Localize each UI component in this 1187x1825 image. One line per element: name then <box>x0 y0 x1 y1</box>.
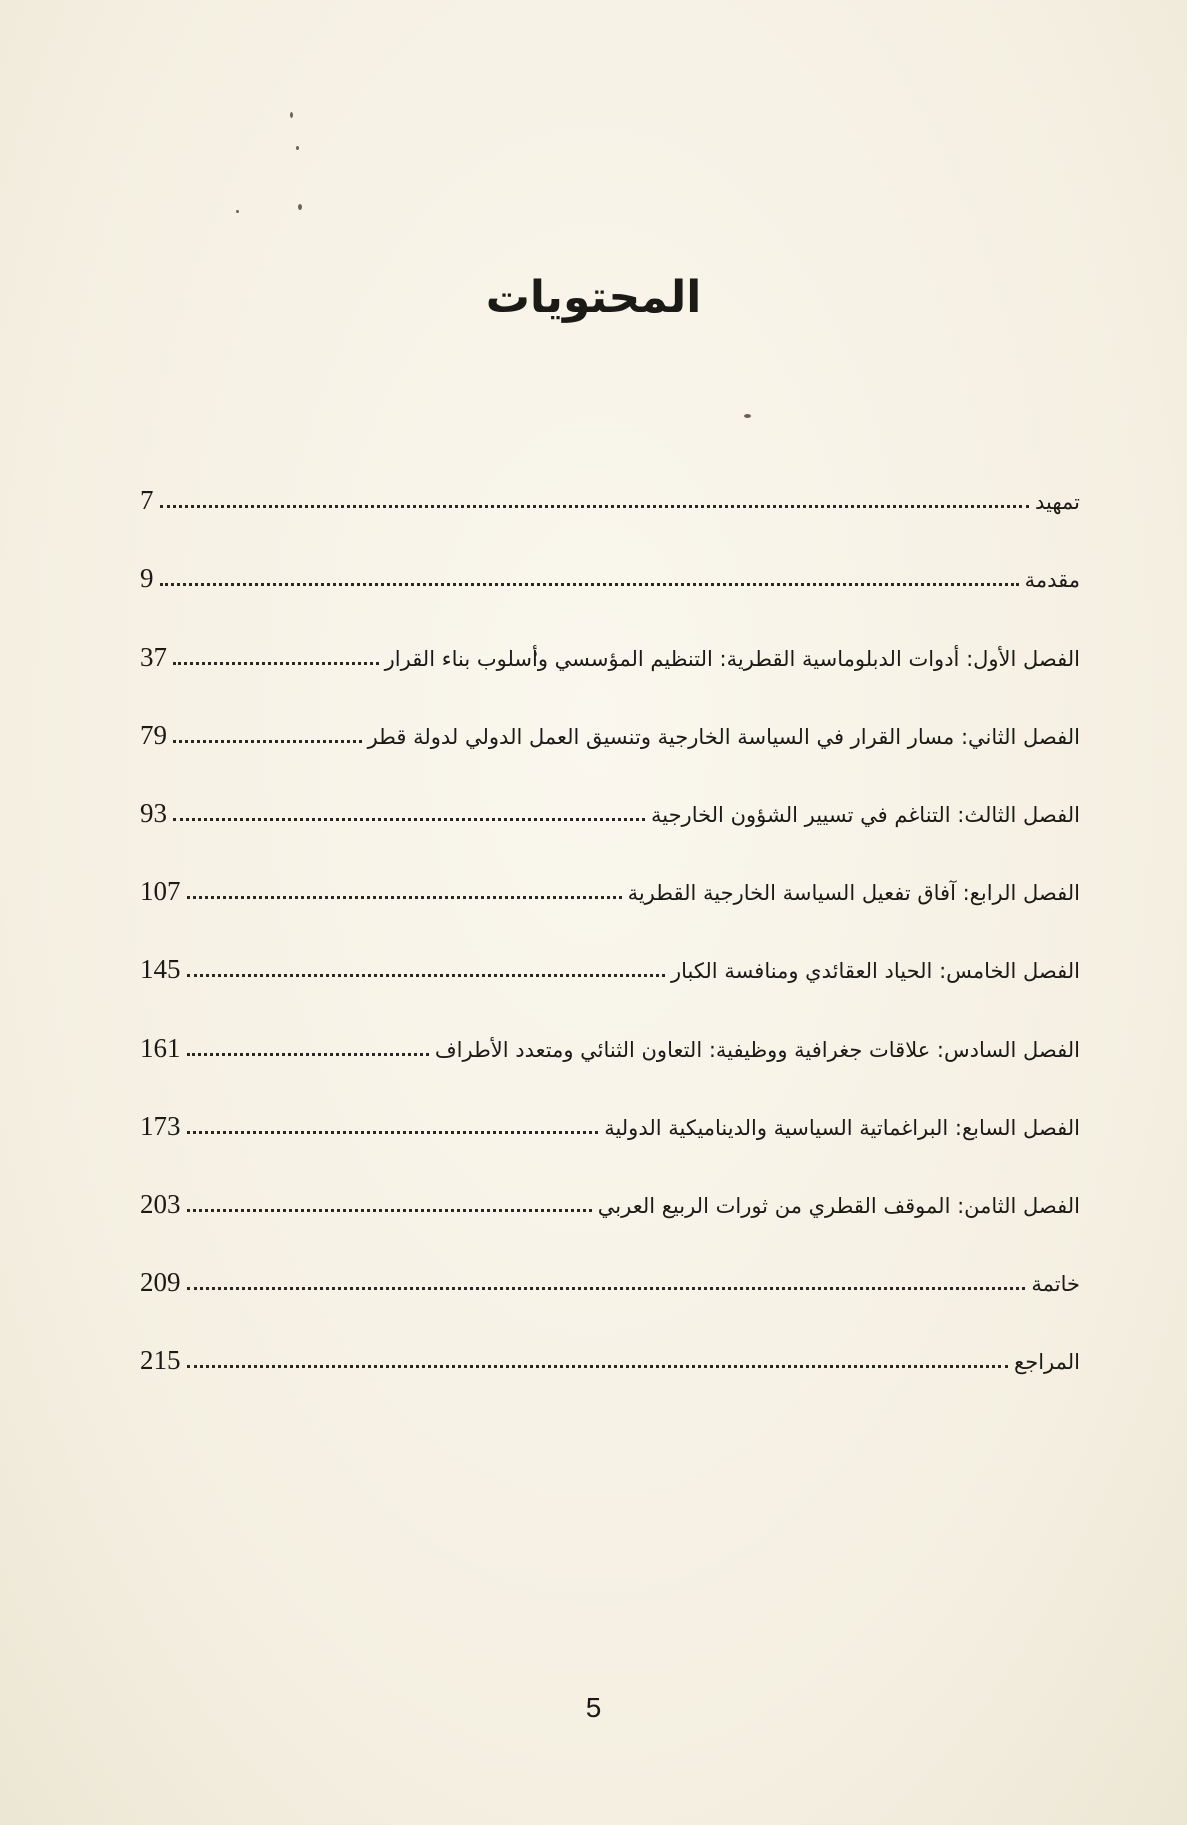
toc-entry-page: 209 <box>140 1267 181 1298</box>
toc-entry-page: 93 <box>140 797 167 828</box>
dot-leader <box>173 739 362 743</box>
toc-entry-label: الفصل الثاني: مسار القرار في السياسة الخارجية وتنسيق العمل الدولي لدولة قطر <box>367 724 1080 749</box>
toc-entry-page: 37 <box>140 641 167 672</box>
toc-entry <box>140 1066 1080 1144</box>
toc-entry <box>140 675 1080 753</box>
dot-leader <box>173 661 379 665</box>
toc-entry-label: تمهيد <box>1034 490 1080 515</box>
page-title: المحتويات <box>485 272 702 323</box>
toc-entry-page: 107 <box>140 876 181 907</box>
toc-entry-label: الفصل الثالث: التناغم في تسيير الشؤون الخارجية <box>650 802 1080 827</box>
toc-entry-page: 7 <box>140 485 154 516</box>
toc-entry-page: 145 <box>140 954 181 985</box>
toc-entry-label: خاتمة <box>1031 1272 1080 1297</box>
dot-leader <box>187 1364 1009 1368</box>
page-number: 5 <box>585 1692 602 1723</box>
dot-leader <box>187 1052 429 1056</box>
toc-entry-label: الفصل الأول: أدوات الدبلوماسية القطرية: التنظيم المؤسسي وأسلوب بناء القرار <box>384 646 1080 671</box>
toc-entry <box>140 596 1080 674</box>
toc-entry <box>140 909 1080 987</box>
table-of-contents <box>140 440 1080 1378</box>
toc-entry-label: المراجع <box>1014 1350 1080 1375</box>
toc-entry <box>140 518 1080 596</box>
toc-entry-page: 203 <box>140 1188 181 1219</box>
toc-entry <box>140 831 1080 909</box>
toc-entry-label: الفصل الثامن: الموقف القطري من ثورات الربيع العربي <box>597 1193 1080 1218</box>
toc-entry <box>140 987 1080 1065</box>
toc-entry-page: 215 <box>140 1345 181 1376</box>
toc-entry <box>140 1222 1080 1300</box>
toc-entry <box>140 1300 1080 1378</box>
toc-entry-label: الفصل السادس: علاقات جغرافية ووظيفية: التعاون الثنائي ومتعدد الأطراف <box>434 1037 1080 1062</box>
speck <box>296 146 299 150</box>
dot-leader <box>160 582 1019 586</box>
toc-entry-page: 161 <box>140 1032 181 1063</box>
toc-entry-label: الفصل السابع: البراغماتية السياسية والديناميكية الدولية <box>604 1115 1080 1140</box>
toc-entry-page: 79 <box>140 719 167 750</box>
dot-leader <box>160 504 1029 508</box>
toc-entry <box>140 440 1080 518</box>
speck <box>290 112 293 118</box>
toc-entry <box>140 1144 1080 1222</box>
toc-entry-label: الفصل الخامس: الحياد العقائدي ومنافسة الكبار <box>670 959 1080 984</box>
dot-leader <box>187 895 622 899</box>
dot-leader <box>173 817 645 821</box>
speck <box>744 414 751 418</box>
dot-leader <box>187 1208 592 1212</box>
dot-leader <box>187 1130 599 1134</box>
toc-entry-label: الفصل الرابع: آفاق تفعيل السياسة الخارجية القطرية <box>627 881 1080 906</box>
toc-entry-label: مقدمة <box>1024 568 1080 593</box>
dot-leader <box>187 973 665 977</box>
toc-entry <box>140 753 1080 831</box>
toc-entry-page: 173 <box>140 1110 181 1141</box>
dot-leader <box>187 1286 1026 1290</box>
speck <box>298 204 302 210</box>
speck <box>236 210 239 213</box>
toc-entry-page: 9 <box>140 563 154 594</box>
